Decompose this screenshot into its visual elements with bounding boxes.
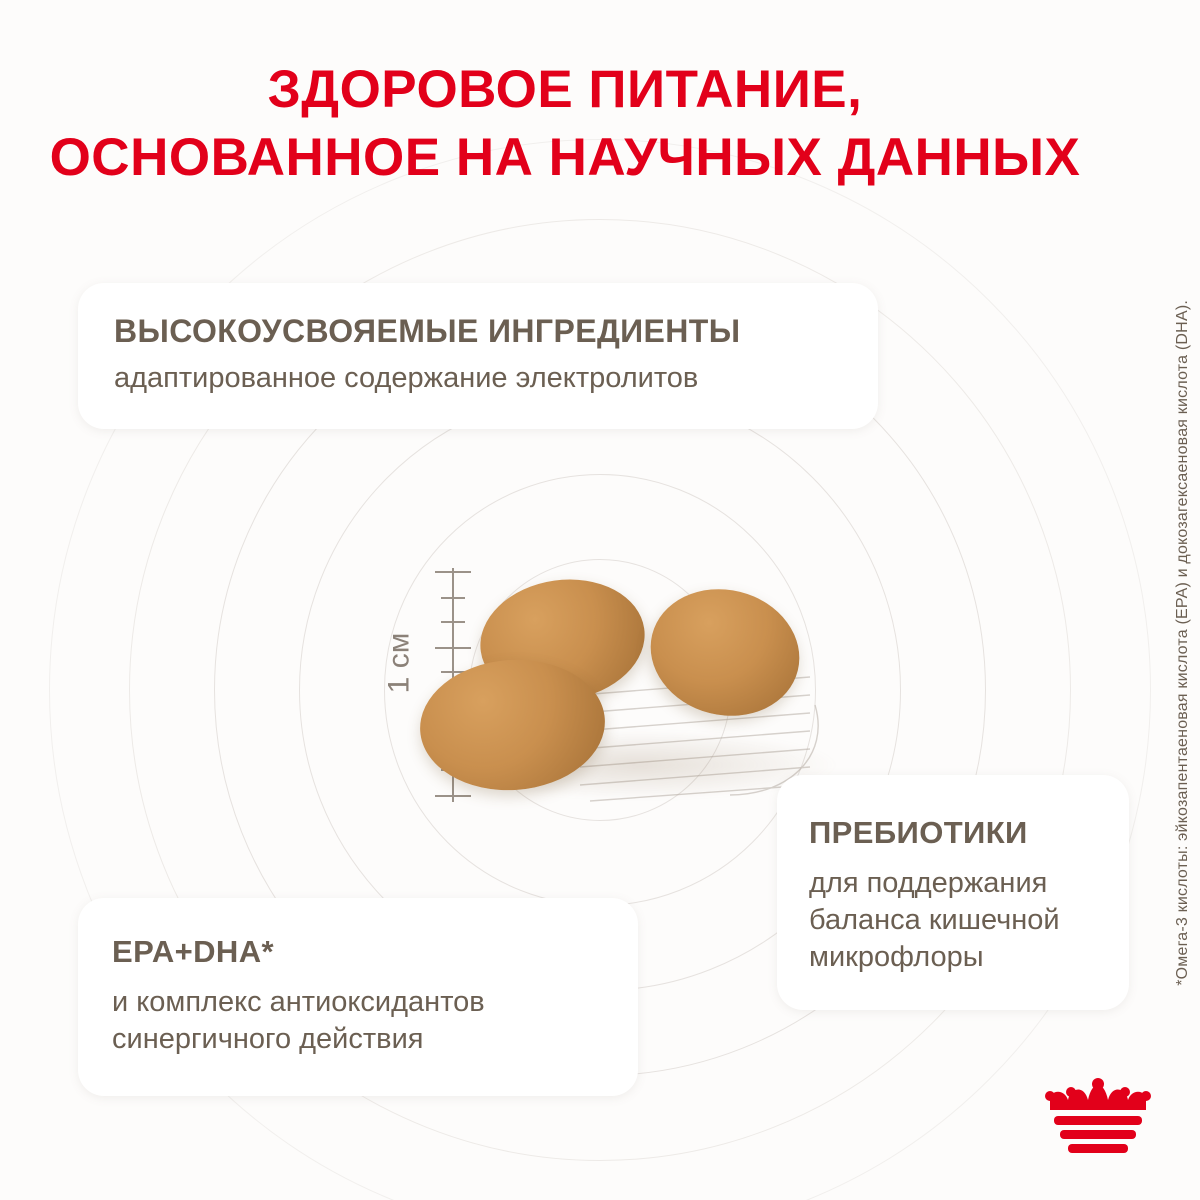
feature-card-body: для поддержания баланса кишечной микрофлоры [809,867,1060,974]
feature-card-body: и комплекс антиоксидантов синергичного действия [112,986,485,1056]
feature-card-title: ПРЕБИОТИКИ [809,815,1028,850]
page-title [0,56,1130,192]
feature-card-prebiotics [777,775,1129,1010]
feature-card-body: адаптированное содержание электролитов [114,362,699,394]
kibble-illustration [330,555,850,855]
headline-line-2: ОСНОВАННОЕ НА НАУЧНЫХ ДАННЫХ [49,127,1081,187]
footnote-text: *Омега-3 кислоты: эйкозапентаеновая кислота (EPA) и докозагексаеновая кислота (DHA). [1173,300,1191,986]
scale-label: 1 см [382,632,416,694]
feature-card-epa-dha [78,898,638,1096]
feature-card-title: ВЫСОКОУСВОЯЕМЫЕ ИНГРЕДИЕНТЫ [114,313,741,349]
feature-card-title: EPA+DHA* [112,934,274,969]
royal-canin-crown-logo [1044,1066,1152,1158]
feature-card-ingredients [78,283,878,429]
headline-line-1: ЗДОРОВОЕ ПИТАНИЕ, [267,60,863,119]
